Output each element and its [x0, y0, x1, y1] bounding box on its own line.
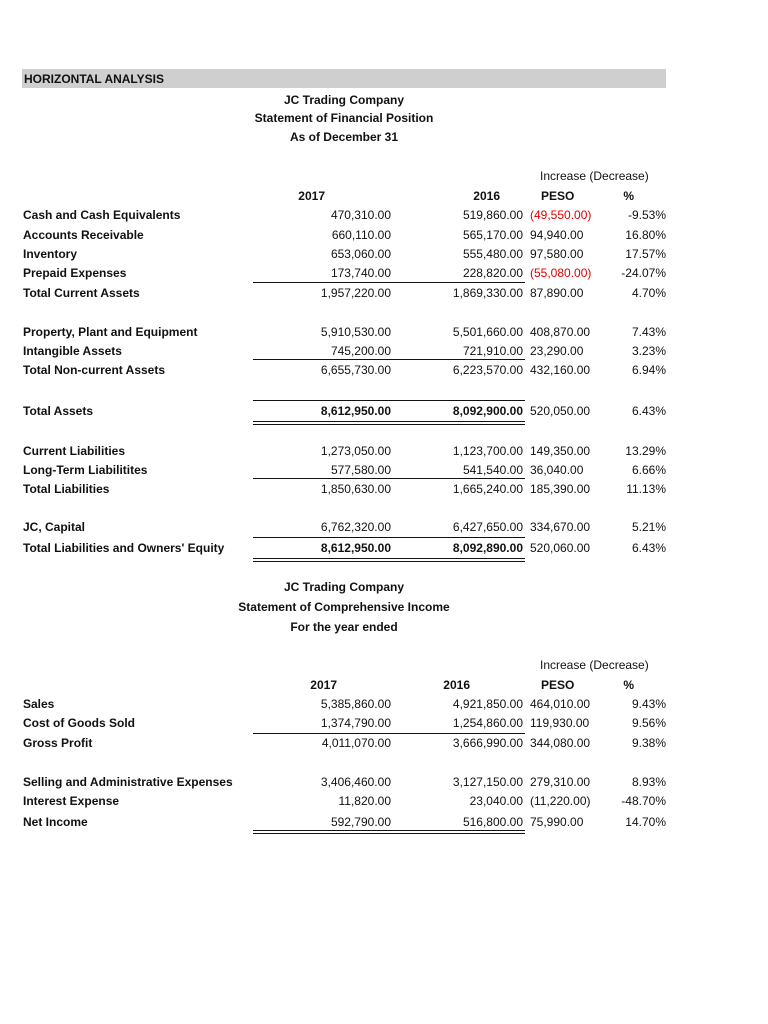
sci-row — [0, 696, 768, 712]
sfp-value-2017: 6,655,730.00 — [320, 363, 391, 377]
sfp-value-peso: 520,050.00 — [530, 404, 591, 418]
sfp-row — [0, 246, 768, 262]
sci-column-header — [0, 677, 768, 693]
sfp-total-rule — [253, 537, 525, 538]
sfp-value-2016: 8,092,890.00 — [452, 541, 523, 555]
sci-row — [0, 774, 768, 790]
sfp-value-peso: 94,940.00 — [530, 228, 584, 242]
sfp-value-2017: 745,200.00 — [330, 344, 391, 358]
sfp-value-2017: 1,273,050.00 — [320, 444, 391, 458]
sfp-row — [0, 462, 768, 478]
sci-value-2017: 5,385,860.00 — [320, 697, 391, 711]
sfp-value-peso: 185,390.00 — [530, 482, 591, 496]
sfp-column-header — [0, 188, 768, 204]
sfp-total-rule — [253, 400, 525, 401]
sfp-row — [0, 343, 768, 359]
sci-row-label: Net Income — [23, 815, 88, 829]
sfp-value-pct: 6.66% — [631, 463, 666, 477]
sfp-value-2017: 8,612,950.00 — [320, 404, 391, 418]
sfp-row-label: JC, Capital — [23, 520, 86, 534]
sfp-row — [0, 519, 768, 535]
sfp-value-peso: 334,670.00 — [530, 520, 591, 534]
sfp-value-pct: 17.57% — [625, 247, 666, 261]
sfp-value-2016: 1,869,330.00 — [452, 286, 523, 300]
sci-value-peso: 279,310.00 — [530, 775, 591, 789]
sci-value-2017: 1,374,790.00 — [320, 716, 391, 730]
sfp-col-2017: 2017 — [298, 189, 325, 203]
sfp-row-label: Property, Plant and Equipment — [23, 325, 198, 339]
sfp-total-rule — [253, 558, 525, 559]
sfp-value-pct: -24.07% — [621, 266, 666, 280]
sfp-value-peso: 97,580.00 — [530, 247, 584, 261]
sfp-row-label: Total Liabilities and Owners' Equity — [23, 541, 225, 555]
sfp-value-2017: 577,580.00 — [330, 463, 391, 477]
sci-value-2017: 11,820.00 — [338, 794, 391, 808]
sci-value-pct: 14.70% — [625, 815, 666, 829]
sci-row — [0, 793, 768, 809]
sfp-col-pct: % — [623, 189, 634, 203]
sci-value-2016: 23,040.00 — [469, 794, 523, 808]
sci-value-2016: 1,254,860.00 — [452, 716, 523, 730]
sfp-inc-dec-header: Increase (Decrease) — [540, 169, 649, 183]
sci-col-pct: % — [623, 678, 634, 692]
sfp-value-pct: -9.53% — [627, 208, 666, 222]
sfp-row-label: Inventory — [23, 247, 78, 261]
sci-row — [0, 814, 768, 830]
sfp-value-2017: 5,910,530.00 — [320, 325, 391, 339]
sfp-row — [0, 403, 768, 419]
sfp-row-label: Cash and Cash Equivalents — [23, 208, 181, 222]
sfp-value-2016: 6,427,650.00 — [452, 520, 523, 534]
sfp-value-2016: 519,860.00 — [462, 208, 523, 222]
sci-value-peso: (11,220.00) — [530, 794, 591, 808]
sfp-value-pct: 5.21% — [631, 520, 666, 534]
sci-row-label: Sales — [23, 697, 55, 711]
sci-row — [0, 715, 768, 731]
sfp-row — [0, 207, 768, 223]
sfp-value-2017: 653,060.00 — [330, 247, 391, 261]
sfp-row-label: Intangible Assets — [23, 344, 122, 358]
sfp-value-2017: 660,110.00 — [331, 228, 391, 242]
section-banner — [22, 69, 666, 88]
sci-value-2016: 516,800.00 — [462, 815, 523, 829]
sfp-row — [0, 443, 768, 459]
sfp-value-peso: 23,290.00 — [530, 344, 584, 358]
sfp-row — [0, 324, 768, 340]
sci-value-pct: 8.93% — [631, 775, 666, 789]
sci-row-label: Cost of Goods Sold — [23, 716, 135, 730]
sfp-value-pct: 7.43% — [631, 325, 666, 339]
sfp-col-2016: 2016 — [473, 189, 500, 203]
sci-value-2016: 4,921,850.00 — [452, 697, 523, 711]
sci-period: For the year ended — [290, 620, 398, 634]
sci-col-peso: PESO — [541, 678, 575, 692]
sfp-row — [0, 285, 768, 301]
sfp-value-pct: 3.23% — [631, 344, 666, 358]
sfp-period: As of December 31 — [289, 130, 399, 144]
banner-title: HORIZONTAL ANALYSIS — [24, 72, 165, 86]
sfp-value-peso: 149,350.00 — [530, 444, 591, 458]
sci-row — [0, 735, 768, 751]
sfp-value-peso: 408,870.00 — [530, 325, 591, 339]
sfp-value-peso: 87,890.00 — [530, 286, 584, 300]
sfp-value-pct: 6.43% — [631, 404, 666, 418]
sfp-value-2016: 5,501,660.00 — [452, 325, 523, 339]
sci-value-2017: 592,790.00 — [330, 815, 391, 829]
sci-value-2017: 3,406,460.00 — [320, 775, 391, 789]
sfp-row — [0, 481, 768, 497]
sfp-value-2016: 721,910.00 — [462, 344, 523, 358]
sci-total-rule — [253, 833, 525, 834]
sfp-value-2016: 8,092,900.00 — [452, 404, 523, 418]
sfp-total-rule — [253, 282, 525, 283]
sfp-value-pct: 4.70% — [631, 286, 666, 300]
sfp-value-peso: (55,080.00) — [530, 266, 592, 280]
sfp-total-rule — [253, 561, 525, 562]
sfp-row — [0, 362, 768, 378]
sfp-company: JC Trading Company — [283, 93, 405, 107]
sci-inc-dec-header: Increase (Decrease) — [540, 658, 649, 672]
sfp-value-peso: 36,040.00 — [530, 463, 584, 477]
sfp-row-label: Total Assets — [23, 404, 94, 418]
sfp-value-2016: 565,170.00 — [462, 228, 523, 242]
sci-company: JC Trading Company — [283, 580, 405, 594]
sfp-row-label: Accounts Receivable — [23, 228, 144, 242]
sfp-row-label: Long-Term Liabilitites — [23, 463, 148, 477]
sfp-total-rule — [253, 421, 525, 422]
sci-value-2016: 3,127,150.00 — [452, 775, 523, 789]
sfp-row — [0, 265, 768, 281]
sfp-value-peso: (49,550.00) — [530, 208, 592, 222]
sfp-row-label: Total Non-current Assets — [23, 363, 166, 377]
sfp-row — [0, 540, 768, 556]
sfp-total-rule — [253, 478, 525, 479]
sfp-total-rule — [253, 359, 525, 360]
sci-col-2017: 2017 — [310, 678, 337, 692]
sfp-value-pct: 16.80% — [625, 228, 666, 242]
sci-value-pct: -48.70% — [621, 794, 666, 808]
sci-row-label: Interest Expense — [23, 794, 120, 808]
sci-value-peso: 75,990.00 — [530, 815, 584, 829]
sci-value-peso: 344,080.00 — [530, 736, 591, 750]
sci-statement-title: Statement of Comprehensive Income — [238, 600, 450, 614]
sfp-row-label: Total Current Assets — [23, 286, 140, 300]
sfp-value-2016: 6,223,570.00 — [452, 363, 523, 377]
sfp-value-2017: 173,740.00 — [330, 266, 391, 280]
sfp-row — [0, 227, 768, 243]
sfp-statement-title: Statement of Financial Position — [254, 111, 434, 125]
sfp-value-pct: 13.29% — [625, 444, 666, 458]
sfp-row-label: Prepaid Expenses — [23, 266, 127, 280]
sci-value-pct: 9.56% — [631, 716, 666, 730]
sfp-value-2016: 228,820.00 — [462, 266, 523, 280]
sci-total-rule — [253, 830, 525, 831]
sfp-value-2017: 6,762,320.00 — [320, 520, 391, 534]
sfp-value-peso: 432,160.00 — [530, 363, 591, 377]
sfp-value-2016: 541,540.00 — [462, 463, 523, 477]
sci-value-pct: 9.38% — [631, 736, 666, 750]
sci-value-pct: 9.43% — [631, 697, 666, 711]
sci-value-2017: 4,011,070.00 — [321, 736, 391, 750]
sci-row-label: Gross Profit — [23, 736, 93, 750]
sci-value-peso: 119,930.00 — [530, 716, 590, 730]
sfp-value-peso: 520,060.00 — [530, 541, 591, 555]
sfp-value-2017: 470,310.00 — [330, 208, 391, 222]
sfp-value-2017: 1,957,220.00 — [320, 286, 391, 300]
sfp-value-2017: 1,850,630.00 — [320, 482, 391, 496]
sfp-value-pct: 6.94% — [631, 363, 666, 377]
sfp-value-pct: 6.43% — [631, 541, 666, 555]
sfp-col-peso: PESO — [541, 189, 575, 203]
sfp-row-label: Total Liabilities — [23, 482, 110, 496]
sfp-value-pct: 11.13% — [626, 482, 666, 496]
sci-value-peso: 464,010.00 — [530, 697, 591, 711]
sfp-value-2016: 555,480.00 — [462, 247, 523, 261]
sci-row-label: Selling and Administrative Expenses — [23, 775, 233, 789]
sfp-value-2016: 1,123,700.00 — [452, 444, 523, 458]
sci-col-2016: 2016 — [443, 678, 470, 692]
sfp-total-rule — [253, 424, 525, 425]
sci-total-rule — [253, 733, 525, 734]
sci-value-2016: 3,666,990.00 — [452, 736, 523, 750]
sfp-value-2016: 1,665,240.00 — [452, 482, 523, 496]
sfp-row-label: Current Liabilities — [23, 444, 126, 458]
sfp-value-2017: 8,612,950.00 — [320, 541, 391, 555]
